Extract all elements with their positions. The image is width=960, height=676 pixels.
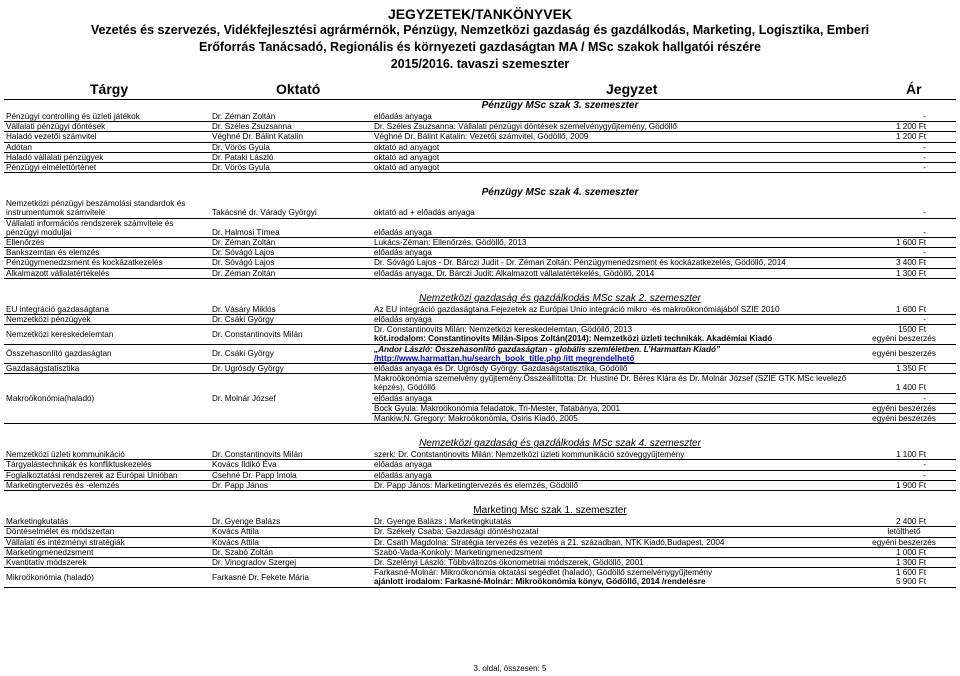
cell-notes: előadás anyaga — [372, 470, 852, 480]
section-gap — [0, 491, 960, 505]
table-row — [4, 568, 956, 578]
cell-subject: Pénzügyi controlling és üzleti játékok — [4, 112, 210, 122]
cell-price: 1 900 Ft — [852, 480, 956, 490]
table-row — [4, 142, 956, 152]
semester-label: 2015/2016. tavaszi szemeszter — [390, 57, 570, 71]
cell-teacher: Dr. Molnár József — [210, 374, 372, 424]
cell-price: 2 400 Ft — [852, 517, 956, 527]
cell-subject: Tárgyalástechnikák és konfliktuskezelés — [4, 460, 210, 470]
cell-notes: oktató ad anyagot — [372, 163, 852, 173]
cell-price: 1 200 Ft — [852, 122, 956, 132]
table-row — [4, 268, 956, 278]
cell-notes: előadás anyaga — [372, 393, 852, 403]
col-subject: Tárgy — [90, 81, 129, 97]
cell-teacher: Dr. Zéman Zoltán — [210, 268, 372, 278]
cell-price: 1500 Ft — [898, 325, 926, 335]
page-footer: 3. oldal, összesen: 5 — [473, 664, 547, 673]
col-teacher: Oktató — [276, 81, 321, 97]
cell-teacher: Dr. Constantinovits Milán — [210, 325, 372, 344]
cell-teacher: Dr. Csáki György — [210, 315, 372, 325]
cell-teacher: Dr. Zéman Zoltán — [210, 238, 372, 248]
section-gap — [0, 173, 960, 187]
cell-teacher: Dr. Constantinovits Milán — [210, 450, 372, 460]
table-row — [4, 315, 956, 325]
table-row — [4, 527, 956, 537]
table-row — [4, 325, 956, 335]
cell-subject: Döntéselmélet és módszertan — [4, 527, 210, 537]
cell-subject: Alkalmazott vállalatértékelés — [4, 268, 210, 278]
cell-notes: Dr. Sóvágó Lajos - Dr. Bárczi Judit - Dr. Zéman Zoltán: Pénzügymenedzsment és kockázatkezelés, Gödöllő, 2014 — [372, 258, 852, 268]
section-table — [4, 450, 956, 491]
table-row — [4, 480, 956, 490]
cell-subject: Bankszemtan és elemzés — [4, 248, 210, 258]
cell-notes: előadás anyaga, Dr. Bárczi Judit: Alkalmazott vállalatértékelés, Gödöllő, 2014 — [372, 268, 852, 278]
cell-subject: Ellenőrzés — [4, 238, 210, 248]
cell-subject: Haladó vállalati pénzügyek — [4, 152, 210, 162]
section-gap — [0, 279, 960, 293]
cell-notes: /http://www.harmattan.hu/search_book_title.php /itt megrendelhető — [372, 354, 852, 364]
cell-notes: előadás anyaga — [372, 460, 852, 470]
cell-teacher: Farkasné Dr. Fekete Mária — [210, 568, 372, 587]
cell-subject: Kvantitatív módszerek — [4, 557, 210, 567]
cell-subject: Nemzetközi pénzügyi beszámolási standardok és instrumentumok számvitele — [4, 199, 210, 218]
cell-subject: Marketingmenedzsment — [4, 547, 210, 557]
cell-teacher: Csehné Dr. Papp Imola — [210, 470, 372, 480]
cell-teacher: Dr. Vörös Gyula — [210, 163, 372, 173]
table-row — [4, 248, 956, 258]
cell-teacher: Kovács Ildikó Éva — [210, 460, 372, 470]
cell-price: 1 600 Ft — [852, 305, 956, 315]
cell-subject: Haladó vezetői számvitel — [4, 132, 210, 142]
cell-teacher: Dr. Zéman Zoltán — [210, 112, 372, 122]
cell-teacher: Takácsné dr. Várady Györgyi — [210, 199, 372, 218]
cell-price: - — [852, 142, 956, 152]
section-title: Nemzetközi gazdaság és gazdálkodás MSc szak 4. szemeszter — [419, 438, 701, 450]
cell-subject: Összehasonlító gazdaságtan — [4, 344, 210, 363]
cell-price: - — [852, 199, 956, 218]
cell-subject: Mikroökonómia (haladó) — [4, 568, 210, 587]
cell-price: - — [852, 393, 956, 403]
section-table — [4, 517, 956, 587]
cell-price: egyéni beszerzés — [852, 537, 956, 547]
cell-subject: EU integráció gazdaságtana — [4, 305, 210, 315]
document-body — [0, 100, 960, 588]
cell-price: 1 600 Ft — [895, 568, 926, 578]
cell-notes: előadás anyaga — [372, 218, 852, 237]
cell-price: - — [852, 163, 956, 173]
table-row — [4, 557, 956, 567]
cell-subject: Vállalati és intézményi stratégiák — [4, 537, 210, 547]
cell-subject: Pénzügymenedzsment és kockázatkezelés — [4, 258, 210, 268]
cell-price: egyéni beszerzés — [852, 403, 956, 413]
section-title: Pénzügy MSc szak 4. szemeszter — [481, 187, 639, 199]
section-table — [4, 112, 956, 173]
cell-subject: Nemzetközi kereskedelemtan — [4, 325, 210, 344]
table-row — [4, 305, 956, 315]
table-row — [4, 344, 956, 354]
cell-subject: Adótan — [4, 142, 210, 152]
cell-price: - — [852, 112, 956, 122]
cell-teacher: Dr. Ugrósdy György — [210, 364, 372, 374]
table-row — [4, 258, 956, 268]
cell-subject: Marketingtervezés és -elemzés — [4, 480, 210, 490]
cell-notes: Dr. Constantinovits Milán: Nemzetközi kereskedelemtan, Gödöllő, 2013 — [374, 325, 633, 335]
table-row — [4, 537, 956, 547]
cell-teacher: Dr. Sóvágó Lajos — [210, 248, 372, 258]
cell-notes: Dr. Gyenge Balázs : Marketingkutatás — [372, 517, 852, 527]
table-row — [4, 450, 956, 460]
table-row — [4, 547, 956, 557]
cell-notes: előadás anyaga és Dr. Ugrósdy György: Gazdaságstatisztika, Gödöllő — [372, 364, 852, 374]
section-gap — [0, 424, 960, 438]
section-table — [4, 305, 956, 424]
cell-teacher: Dr. Vörös Gyula — [210, 142, 372, 152]
cell-teacher: Dr. Halmosi Tímea — [210, 218, 372, 237]
table-row — [4, 470, 956, 480]
cell-notes: szerk: Dr. Contstantinovits Milán: Nemzetközi üzleti kommunikáció szöveggyűjtemény — [372, 450, 852, 460]
section-table — [4, 199, 956, 279]
cell-price: 1 300 Ft — [852, 268, 956, 278]
cell-notes: Dr. Papp János: Marketingtervezés és elemzés, Gödöllő — [372, 480, 852, 490]
cell-notes: oktató ad anyagot — [372, 152, 852, 162]
cell-teacher: Véghné Dr. Bálint Katalin — [210, 132, 372, 142]
cell-teacher: Dr. Gyenge Balázs — [210, 517, 372, 527]
cell-notes: Szabó-Vada-Konkoly: Marketingmenedzsment — [372, 547, 852, 557]
cell-notes: köt.irodalom: Constantinovits Milán-Sipos Zoltán(2014): Nemzetközi üzleti technikák. Akadémiai Kiadó — [372, 334, 852, 344]
section-title: Pénzügy MSc szak 3. szemeszter — [481, 100, 639, 111]
cell-notes: Az EU integráció gazdaságtana.Fejezetek az Európai Unio integráció mikro -és makroökonómiájából SZIE 2010 — [372, 305, 852, 315]
cell-price: 1 300 Ft — [852, 557, 956, 567]
cell-price: - — [852, 460, 956, 470]
cell-teacher: Dr. Sóvágó Lajos — [210, 258, 372, 268]
cell-notes: Dr. Csath Magdolna: Stratégia tervezés és vezetés a 21. században, NTK Kiadó,Budapest, 2004 — [372, 537, 852, 547]
cell-notes: Lukács-Zéman: Ellenőrzés, Gödöllő, 2013 — [372, 238, 852, 248]
table-row — [4, 152, 956, 162]
cell-teacher: Dr. Vinogradov Szergej — [210, 557, 372, 567]
table-row — [4, 517, 956, 527]
cell-price: 1 000 Ft — [852, 547, 956, 557]
cell-teacher: Dr. Pataki László — [210, 152, 372, 162]
table-row — [4, 132, 956, 142]
cell-notes: Mankiw,N. Gregory: Makroökonómia, Osiris Kiadó, 2005 — [372, 414, 852, 424]
cell-subject: Vállalati információs rendszerek számvitele és pénzügyi moduljai — [4, 218, 210, 237]
col-price: Ár — [906, 81, 922, 97]
cell-price: 1 350 Ft — [852, 364, 956, 374]
page-subtitle: Vezetés és szervezés, Vidékfejlesztési agrármérnök, Pénzügy, Nemzetközi gazdaság és gazdálkodás, Marketing, Logisztika, Emberi Erőforrás Tanácsadó, Regionális és környezeti gazdaságtan MA / MSc szakok hallgatói részére — [90, 23, 870, 54]
table-row — [4, 238, 956, 248]
cell-price: 1 400 Ft — [852, 374, 956, 393]
cell-subject: Marketingkutatás — [4, 517, 210, 527]
cell-subject: Foglalkoztatási rendszerek az Európai Unióban — [4, 470, 210, 480]
cell-price: egyéni beszerzés — [852, 334, 956, 344]
cell-price: 1 200 Ft — [852, 132, 956, 142]
cell-price: - — [852, 248, 956, 258]
cell-price: letölthető — [852, 527, 956, 537]
cell-subject: Pénzügyi elmélettörténet — [4, 163, 210, 173]
cell-notes: ajánlott irodalom: Farkasné-Molnár: Mikroökonómia könyv, Gödöllő, 2014 /rendelésre — [372, 577, 852, 587]
cell-notes: előadás anyaga — [372, 112, 852, 122]
page-header — [0, 0, 960, 73]
cell-notes: Bock Gyula: Makroökonómia feladatok, Tri-Mester, Tatabánya, 2001 — [372, 403, 852, 413]
table-row — [4, 163, 956, 173]
col-notes: Jegyzet — [606, 81, 658, 97]
column-headers — [4, 79, 956, 100]
table-row — [4, 112, 956, 122]
cell-teacher: Dr. Vásáry Miklós — [210, 305, 372, 315]
cell-teacher: Dr. Csáki György — [210, 344, 372, 363]
cell-price: 1 100 Ft — [852, 450, 956, 460]
table-row — [4, 364, 956, 374]
cell-price: 1 600 Ft — [852, 238, 956, 248]
section-title: Nemzetközi gazdaság és gazdálkodás MSc szak 2. szemeszter — [419, 292, 701, 304]
table-row — [4, 122, 956, 132]
cell-price: egyéni beszerzés — [852, 344, 956, 363]
cell-notes: „Andor László: Összehasonlító gazdaságtan - globális szemléletben. L’Harmattan Kiadó” — [374, 344, 721, 354]
cell-price: egyéni beszerzés — [852, 414, 956, 424]
table-row — [4, 460, 956, 470]
cell-price: - — [852, 218, 956, 237]
cell-price: - — [852, 152, 956, 162]
section-title: Marketing Msc szak 1. szemeszter — [473, 505, 627, 517]
cell-notes: Makroökonómia szemelvény gyűjtemény.Összeállította: Dr. Hustiné Dr. Béres Klára és Dr. Molnár József (SZIE GTK MSc levelező képzés), Gödöllő — [372, 374, 852, 393]
cell-teacher: Kovács Attila — [210, 527, 372, 537]
table-row — [4, 199, 956, 218]
table-row — [4, 218, 956, 237]
cell-teacher: Dr. Szabó Zoltán — [210, 547, 372, 557]
page-title: JEGYZETEK/TANKÖNYVEK — [387, 6, 573, 22]
cell-teacher: Dr. Széles Zsuzsanna — [210, 122, 372, 132]
cell-subject: Nemzetközi üzleti kommunikáció — [4, 450, 210, 460]
cell-notes: Farkasné-Molnár: Mikroökonómia oktatási segédlet (haladó), Gödöllő szemelvénygyűjtemény — [374, 568, 713, 578]
cell-subject: Gazdaságstatisztika — [4, 364, 210, 374]
cell-subject: Vállalati pénzügyi döntések — [4, 122, 210, 132]
cell-notes: előadás anyaga — [372, 315, 852, 325]
cell-teacher: Kovács Attila — [210, 537, 372, 547]
cell-teacher: Dr. Papp János — [210, 480, 372, 490]
cell-price: 5 900 Ft — [852, 577, 956, 587]
cell-subject: Makroökonómia(haladó) — [4, 374, 210, 424]
cell-notes: előadás anyaga — [372, 248, 852, 258]
cell-notes: Véghné Dr. Bálint Katalin: Vezetői számvitel, Gödöllő, 2009 — [372, 132, 852, 142]
cell-notes: Dr. Székely Csaba: Gazdasági döntéshozatal — [372, 527, 852, 537]
cell-price: - — [852, 315, 956, 325]
cell-notes: oktató ad anyagot — [372, 142, 852, 152]
cell-price: - — [852, 470, 956, 480]
table-row — [4, 374, 956, 393]
cell-price: 3 400 Ft — [852, 258, 956, 268]
cell-subject: Nemzetközi pénzügyek — [4, 315, 210, 325]
cell-notes: Dr. Széles Zsuzsanna: Vállalati pénzügyi döntések szemelvénygyűjtemény, Gödöllő — [372, 122, 852, 132]
cell-notes: oktató ad + előadás anyaga — [372, 199, 852, 218]
cell-notes: Dr. Szelényi László: Többváltozós ökonometriai módszerek, Gödöllő, 2001 — [372, 557, 852, 567]
